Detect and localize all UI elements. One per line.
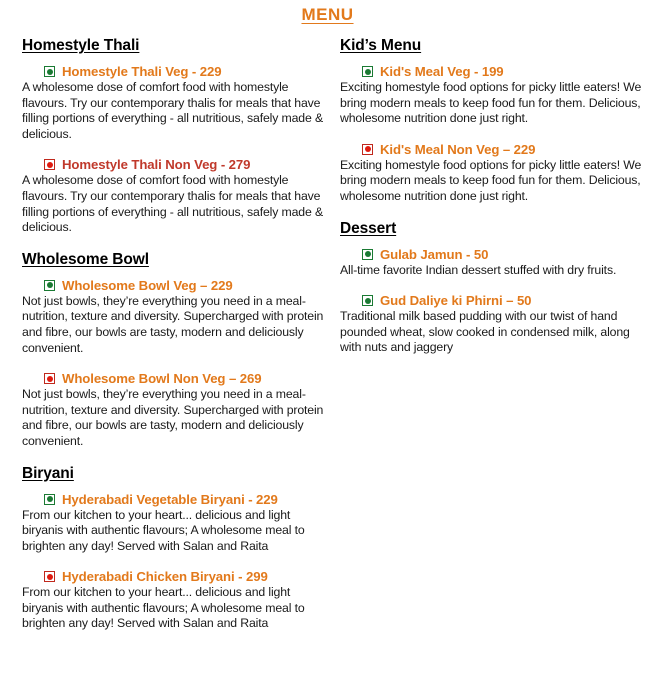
veg-icon [44,66,55,77]
menu-item-homestyle-thali-non-veg-279[interactable] [22,157,330,235]
menu-item-description: All-time favorite Indian dessert stuffed with dry fruits. [340,262,617,277]
menu-item-title-row [22,492,330,507]
non-veg-icon [44,571,55,582]
menu-item-hyderabadi-chicken-biryani-299[interactable] [22,569,330,632]
non-veg-icon [44,159,55,170]
menu-item-title-row [22,569,330,584]
menu-item-title-row [340,293,647,308]
menu-section-kids-menu [340,37,647,205]
menu-item-title-row [22,64,330,79]
menu-item-description: Not just bowls, they’re everything you need in a meal- nutrition, texture and diversity. Supercharged with protein and fibre, our bowls are tasty, modern and deliciously convenient. [22,387,324,448]
menu-item-description: From our kitchen to your heart... delicious and light biryanis with authentic flavours; A wholesome meal to brighten any day! Served with Salan and Raita [22,585,305,631]
diet-dot [47,574,53,580]
section-heading: Kid’s Menu [340,37,422,54]
section-heading: Wholesome Bowl [22,250,149,268]
menu-item-description: Exciting homestyle food options for picky little eaters! We bring modern meals to keep food fun for them. Delicious, wholesome nutrition done just right. [340,80,642,126]
diet-dot [47,496,53,502]
diet-dot [365,146,371,152]
menu-item-description: A wholesome dose of comfort food with homestyle flavours. Try our contemporary thalis for meals that have filling portions of everything - all nutritious, safely made & delicious. [22,173,324,235]
veg-icon [362,295,373,306]
veg-icon [362,249,373,260]
menu-section-biryani [22,465,330,633]
menu-section-dessert [340,220,647,356]
diet-dot [47,162,53,168]
veg-icon [362,66,373,77]
menu-item-title-row [22,278,330,293]
menu-item-kids-meal-veg-199[interactable] [340,64,647,127]
diet-dot [365,251,371,257]
menu-item-title: Homestyle Thali Veg - 229 [62,64,222,79]
menu-item-title-row [340,142,647,157]
menu-item-homestyle-thali-veg-229[interactable] [22,64,330,142]
non-veg-icon [362,144,373,155]
menu-item-description: Traditional milk based pudding with our twist of hand pounded wheat, slow cooked in condensed milk, along with nuts and jaggery [340,309,630,355]
section-heading: Dessert [340,219,397,237]
menu-item-wholesome-bowl-non-veg-269[interactable] [22,371,330,449]
menu-item-title: Hyderabadi Chicken Biryani - 299 [62,569,268,585]
menu-item-title-row [22,157,330,172]
menu-section-wholesome-bowl [22,251,330,450]
menu-item-hyderabadi-vegetable-biryani-229[interactable] [22,492,330,555]
menu-item-wholesome-bowl-veg-229[interactable] [22,278,330,356]
menu-columns [0,25,647,647]
menu-item-title: Kid's Meal Veg - 199 [380,64,504,79]
menu-item-title: Wholesome Bowl Veg – 229 [62,277,233,293]
menu-item-gulab-jamun-50[interactable] [340,247,647,279]
menu-item-gud-daliye-ki-phirni-50[interactable] [340,293,647,356]
non-veg-icon [44,373,55,384]
section-heading: Biryani [22,464,74,482]
menu-item-description: Exciting homestyle food options for picky little eaters! We bring modern meals to keep food fun for them. Delicious, wholesome nutrition done just right. [340,157,642,203]
menu-section-homestyle-thali [22,37,330,236]
menu-item-title: Homestyle Thali Non Veg - 279 [62,157,251,173]
veg-icon [44,280,55,291]
menu-item-title-row [340,247,647,262]
menu-item-description: Not just bowls, they’re everything you need in a meal- nutrition, texture and diversity. Supercharged with protein and fibre, our bowls are tasty, modern and deliciously convenient. [22,293,324,355]
diet-dot [365,298,371,304]
menu-item-title: Gulab Jamun - 50 [380,246,489,262]
right-column [330,37,647,371]
diet-dot [47,69,53,75]
section-heading: Homestyle Thali [22,37,140,54]
menu-item-description: A wholesome dose of comfort food with homestyle flavours. Try our contemporary thalis for meals that have filling portions of everything - all nutritious, safely made & delicious. [22,80,324,141]
diet-dot [47,282,53,288]
page-title: MENU [301,5,354,24]
diet-dot [365,69,371,75]
menu-item-title: Hyderabadi Vegetable Biryani - 229 [62,491,278,507]
menu-item-title: Gud Daliye ki Phirni – 50 [380,293,532,309]
menu-item-title-row [340,64,647,79]
menu-item-title-row [22,371,330,386]
menu-item-title: Wholesome Bowl Non Veg – 269 [62,371,262,387]
menu-item-description: From our kitchen to your heart... delicious and light biryanis with authentic flavours; A wholesome meal to brighten any day! Served with Salan and Raita [22,507,305,553]
left-column [0,37,330,647]
menu-item-kids-meal-non-veg-229[interactable] [340,142,647,205]
menu-item-title: Kid's Meal Non Veg – 229 [380,141,536,157]
diet-dot [47,376,53,382]
veg-icon [44,494,55,505]
